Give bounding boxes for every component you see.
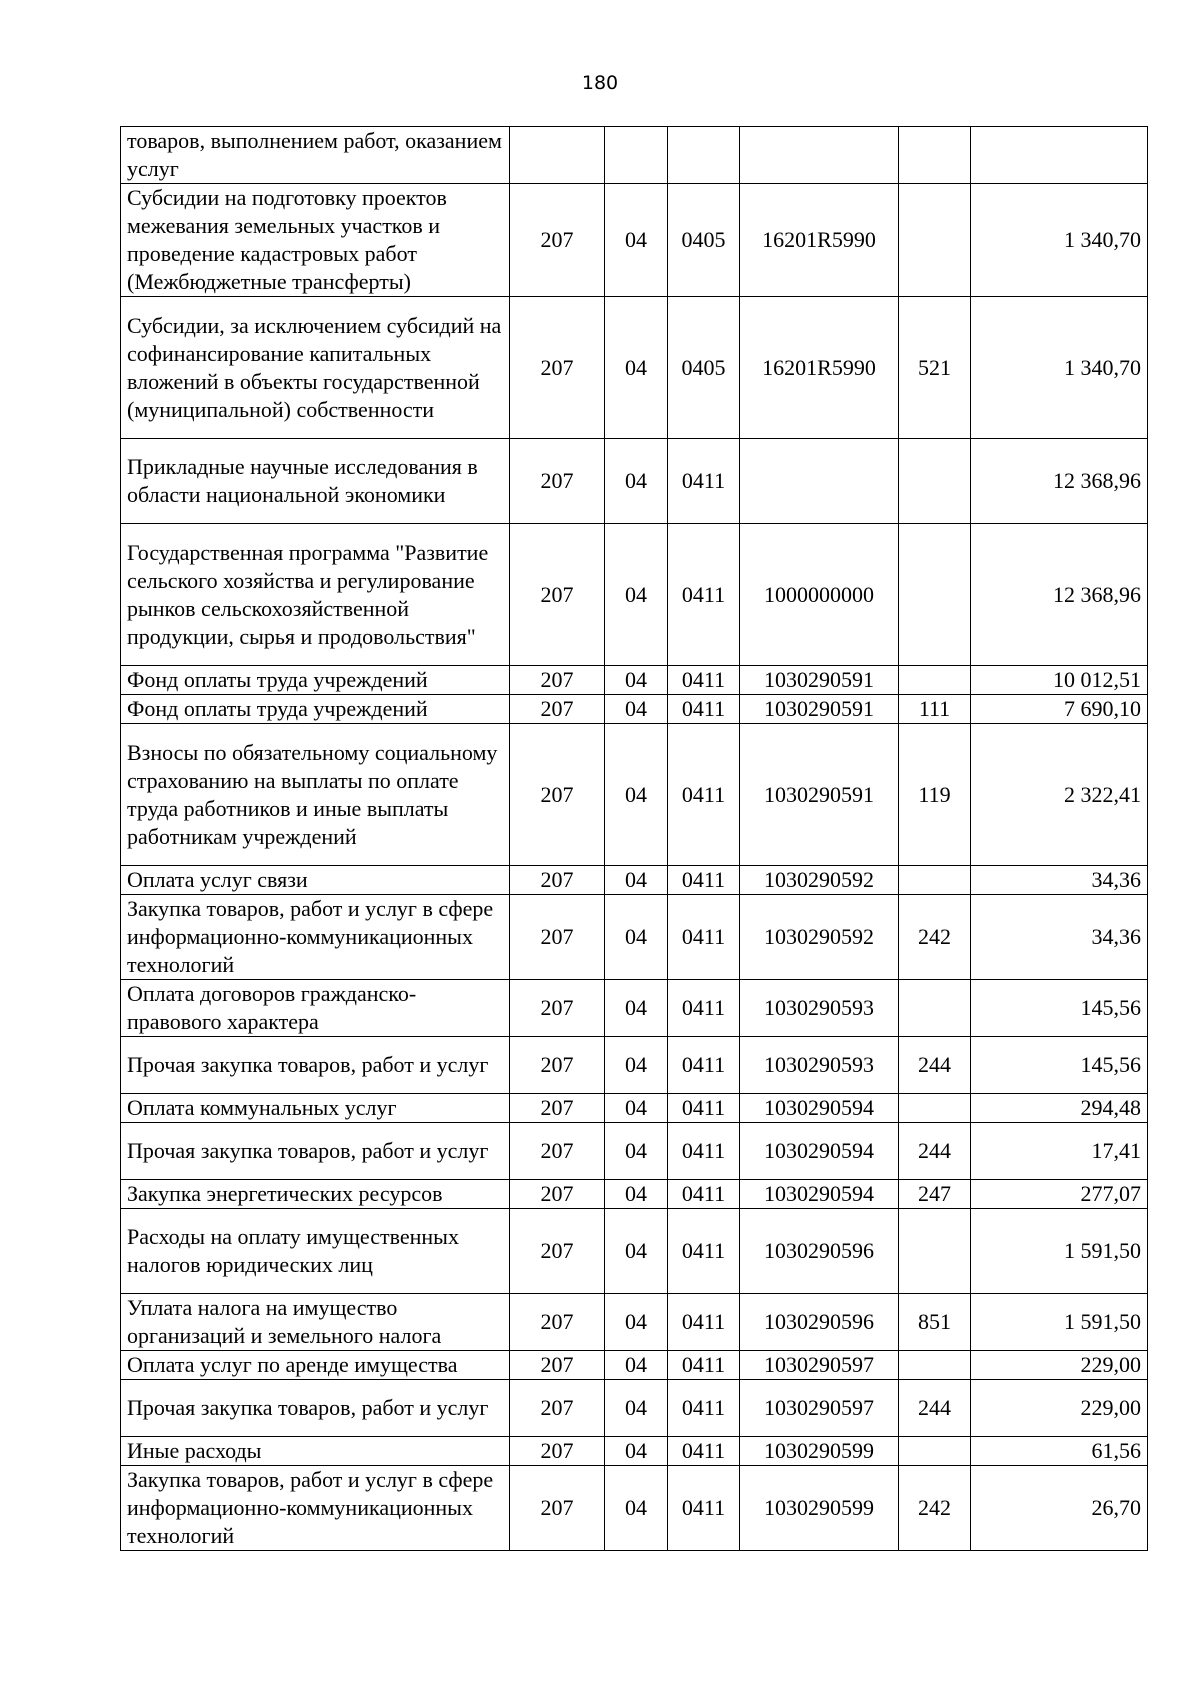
budget-table-body xyxy=(121,127,1148,1551)
target-article-cell: 1030290593 xyxy=(740,1037,899,1094)
amount-cell: 1 591,50 xyxy=(971,1209,1148,1294)
amount-cell: 12 368,96 xyxy=(971,439,1148,524)
subsection-code-cell: 0411 xyxy=(668,895,740,980)
table-row xyxy=(121,980,1148,1037)
expense-name-cell: Субсидии на подготовку проектов межевания земельных участков и проведение кадастровых работ (Межбюджетные трансферты) xyxy=(121,184,510,297)
table-row xyxy=(121,1209,1148,1294)
subsection-code-cell: 0411 xyxy=(668,1037,740,1094)
expense-type-cell: 242 xyxy=(899,1466,971,1551)
expense-type-cell: 851 xyxy=(899,1294,971,1351)
table-row xyxy=(121,1180,1148,1209)
expense-type-cell: 244 xyxy=(899,1123,971,1180)
expense-name-cell: Закупка товаров, работ и услуг в сфере информационно-коммуникационных технологий xyxy=(121,895,510,980)
amount-cell: 7 690,10 xyxy=(971,695,1148,724)
subsection-code-cell: 0411 xyxy=(668,1380,740,1437)
target-article-cell: 1000000000 xyxy=(740,524,899,666)
expense-name-cell: Оплата услуг связи xyxy=(121,866,510,895)
expense-type-cell xyxy=(899,1209,971,1294)
expense-type-cell xyxy=(899,184,971,297)
section-code-cell: 04 xyxy=(605,724,668,866)
section-code-cell xyxy=(605,127,668,184)
grbs-code-cell: 207 xyxy=(510,1209,605,1294)
grbs-code-cell: 207 xyxy=(510,1351,605,1380)
section-code-cell: 04 xyxy=(605,1466,668,1551)
subsection-code-cell: 0411 xyxy=(668,980,740,1037)
expense-type-cell: 521 xyxy=(899,297,971,439)
target-article-cell: 1030290594 xyxy=(740,1094,899,1123)
expense-name-cell: Государственная программа "Развитие сельского хозяйства и регулирование рынков сельскохозяйственной продукции, сырья и продовольствия" xyxy=(121,524,510,666)
grbs-code-cell: 207 xyxy=(510,1123,605,1180)
amount-cell: 229,00 xyxy=(971,1351,1148,1380)
subsection-code-cell: 0411 xyxy=(668,1123,740,1180)
section-code-cell: 04 xyxy=(605,439,668,524)
amount-cell: 17,41 xyxy=(971,1123,1148,1180)
subsection-code-cell: 0411 xyxy=(668,1294,740,1351)
subsection-code-cell: 0411 xyxy=(668,695,740,724)
amount-cell: 145,56 xyxy=(971,980,1148,1037)
amount-cell: 61,56 xyxy=(971,1437,1148,1466)
table-row xyxy=(121,695,1148,724)
target-article-cell: 1030290597 xyxy=(740,1351,899,1380)
subsection-code-cell: 0411 xyxy=(668,724,740,866)
section-code-cell: 04 xyxy=(605,524,668,666)
expense-type-cell xyxy=(899,1437,971,1466)
subsection-code-cell: 0411 xyxy=(668,1094,740,1123)
subsection-code-cell: 0411 xyxy=(668,1209,740,1294)
section-code-cell: 04 xyxy=(605,895,668,980)
table-row xyxy=(121,724,1148,866)
expense-type-cell: 119 xyxy=(899,724,971,866)
section-code-cell: 04 xyxy=(605,1037,668,1094)
subsection-code-cell: 0411 xyxy=(668,866,740,895)
expense-type-cell xyxy=(899,439,971,524)
table-row xyxy=(121,666,1148,695)
target-article-cell: 1030290594 xyxy=(740,1123,899,1180)
expense-name-cell: Прочая закупка товаров, работ и услуг xyxy=(121,1037,510,1094)
target-article-cell: 1030290591 xyxy=(740,724,899,866)
expense-type-cell xyxy=(899,127,971,184)
grbs-code-cell: 207 xyxy=(510,297,605,439)
amount-cell: 34,36 xyxy=(971,866,1148,895)
expense-name-cell: Закупка товаров, работ и услуг в сфере информационно-коммуникационных технологий xyxy=(121,1466,510,1551)
section-code-cell: 04 xyxy=(605,980,668,1037)
section-code-cell: 04 xyxy=(605,1180,668,1209)
subsection-code-cell: 0411 xyxy=(668,1466,740,1551)
expense-type-cell xyxy=(899,1094,971,1123)
section-code-cell: 04 xyxy=(605,1380,668,1437)
section-code-cell: 04 xyxy=(605,297,668,439)
expense-name-cell: Субсидии, за исключением субсидий на софинансирование капитальных вложений в объекты государственной (муниципальной) собственности xyxy=(121,297,510,439)
target-article-cell: 1030290597 xyxy=(740,1380,899,1437)
amount-cell: 1 340,70 xyxy=(971,297,1148,439)
target-article-cell: 1030290591 xyxy=(740,666,899,695)
amount-cell: 34,36 xyxy=(971,895,1148,980)
grbs-code-cell: 207 xyxy=(510,866,605,895)
expense-name-cell: Оплата договоров гражданско-правового характера xyxy=(121,980,510,1037)
expense-name-cell: Взносы по обязательному социальному страхованию на выплаты по оплате труда работников и иные выплаты работникам учреждений xyxy=(121,724,510,866)
target-article-cell: 16201R5990 xyxy=(740,184,899,297)
amount-cell: 1 591,50 xyxy=(971,1294,1148,1351)
grbs-code-cell: 207 xyxy=(510,439,605,524)
subsection-code-cell: 0411 xyxy=(668,439,740,524)
expense-type-cell: 242 xyxy=(899,895,971,980)
grbs-code-cell: 207 xyxy=(510,666,605,695)
expense-name-cell: Оплата коммунальных услуг xyxy=(121,1094,510,1123)
expense-type-cell xyxy=(899,1351,971,1380)
grbs-code-cell: 207 xyxy=(510,1094,605,1123)
grbs-code-cell: 207 xyxy=(510,980,605,1037)
expense-name-cell: Прочая закупка товаров, работ и услуг xyxy=(121,1123,510,1180)
grbs-code-cell xyxy=(510,127,605,184)
table-row xyxy=(121,1380,1148,1437)
amount-cell: 277,07 xyxy=(971,1180,1148,1209)
amount-cell: 26,70 xyxy=(971,1466,1148,1551)
section-code-cell: 04 xyxy=(605,695,668,724)
expense-type-cell: 247 xyxy=(899,1180,971,1209)
table-row xyxy=(121,127,1148,184)
section-code-cell: 04 xyxy=(605,184,668,297)
grbs-code-cell: 207 xyxy=(510,184,605,297)
section-code-cell: 04 xyxy=(605,1209,668,1294)
amount-cell: 229,00 xyxy=(971,1380,1148,1437)
section-code-cell: 04 xyxy=(605,866,668,895)
target-article-cell: 1030290591 xyxy=(740,695,899,724)
grbs-code-cell: 207 xyxy=(510,1180,605,1209)
expense-name-cell: Иные расходы xyxy=(121,1437,510,1466)
grbs-code-cell: 207 xyxy=(510,1437,605,1466)
subsection-code-cell: 0405 xyxy=(668,184,740,297)
section-code-cell: 04 xyxy=(605,1294,668,1351)
table-row xyxy=(121,1094,1148,1123)
table-row xyxy=(121,439,1148,524)
target-article-cell: 1030290593 xyxy=(740,980,899,1037)
table-row xyxy=(121,1294,1148,1351)
amount-cell: 10 012,51 xyxy=(971,666,1148,695)
amount-cell: 12 368,96 xyxy=(971,524,1148,666)
expense-name-cell: Фонд оплаты труда учреждений xyxy=(121,695,510,724)
table-row xyxy=(121,524,1148,666)
expense-name-cell: Оплата услуг по аренде имущества xyxy=(121,1351,510,1380)
target-article-cell xyxy=(740,127,899,184)
grbs-code-cell: 207 xyxy=(510,695,605,724)
expense-type-cell xyxy=(899,524,971,666)
target-article-cell: 1030290599 xyxy=(740,1437,899,1466)
subsection-code-cell: 0411 xyxy=(668,666,740,695)
subsection-code-cell: 0411 xyxy=(668,1351,740,1380)
target-article-cell: 1030290596 xyxy=(740,1294,899,1351)
subsection-code-cell: 0411 xyxy=(668,524,740,666)
amount-cell: 145,56 xyxy=(971,1037,1148,1094)
expense-type-cell: 244 xyxy=(899,1380,971,1437)
expense-name-cell: Прочая закупка товаров, работ и услуг xyxy=(121,1380,510,1437)
expense-name-cell: Расходы на оплату имущественных налогов юридических лиц xyxy=(121,1209,510,1294)
table-row xyxy=(121,297,1148,439)
grbs-code-cell: 207 xyxy=(510,1466,605,1551)
subsection-code-cell: 0411 xyxy=(668,1437,740,1466)
page-number: 180 xyxy=(581,72,619,94)
expense-name-cell: Закупка энергетических ресурсов xyxy=(121,1180,510,1209)
amount-cell: 1 340,70 xyxy=(971,184,1148,297)
target-article-cell: 1030290592 xyxy=(740,866,899,895)
table-row xyxy=(121,866,1148,895)
budget-table xyxy=(120,126,1148,1551)
section-code-cell: 04 xyxy=(605,1437,668,1466)
target-article-cell: 1030290592 xyxy=(740,895,899,980)
expense-name-cell: Фонд оплаты труда учреждений xyxy=(121,666,510,695)
grbs-code-cell: 207 xyxy=(510,1380,605,1437)
expense-type-cell: 111 xyxy=(899,695,971,724)
table-row xyxy=(121,895,1148,980)
expense-name-cell: Уплата налога на имущество организаций и земельного налога xyxy=(121,1294,510,1351)
grbs-code-cell: 207 xyxy=(510,895,605,980)
subsection-code-cell: 0405 xyxy=(668,297,740,439)
table-row xyxy=(121,1351,1148,1380)
table-row xyxy=(121,1466,1148,1551)
grbs-code-cell: 207 xyxy=(510,724,605,866)
table-row xyxy=(121,1037,1148,1094)
section-code-cell: 04 xyxy=(605,1351,668,1380)
target-article-cell: 16201R5990 xyxy=(740,297,899,439)
expense-type-cell xyxy=(899,666,971,695)
subsection-code-cell xyxy=(668,127,740,184)
amount-cell: 294,48 xyxy=(971,1094,1148,1123)
expense-name-cell: товаров, выполнением работ, оказанием услуг xyxy=(121,127,510,184)
expense-type-cell: 244 xyxy=(899,1037,971,1094)
target-article-cell: 1030290599 xyxy=(740,1466,899,1551)
expense-type-cell xyxy=(899,866,971,895)
table-row xyxy=(121,1437,1148,1466)
section-code-cell: 04 xyxy=(605,1123,668,1180)
target-article-cell: 1030290594 xyxy=(740,1180,899,1209)
grbs-code-cell: 207 xyxy=(510,524,605,666)
amount-cell: 2 322,41 xyxy=(971,724,1148,866)
table-row xyxy=(121,1123,1148,1180)
table-row xyxy=(121,184,1148,297)
target-article-cell xyxy=(740,439,899,524)
grbs-code-cell: 207 xyxy=(510,1037,605,1094)
section-code-cell: 04 xyxy=(605,666,668,695)
target-article-cell: 1030290596 xyxy=(740,1209,899,1294)
expense-name-cell: Прикладные научные исследования в области национальной экономики xyxy=(121,439,510,524)
section-code-cell: 04 xyxy=(605,1094,668,1123)
expense-type-cell xyxy=(899,980,971,1037)
subsection-code-cell: 0411 xyxy=(668,1180,740,1209)
grbs-code-cell: 207 xyxy=(510,1294,605,1351)
amount-cell xyxy=(971,127,1148,184)
